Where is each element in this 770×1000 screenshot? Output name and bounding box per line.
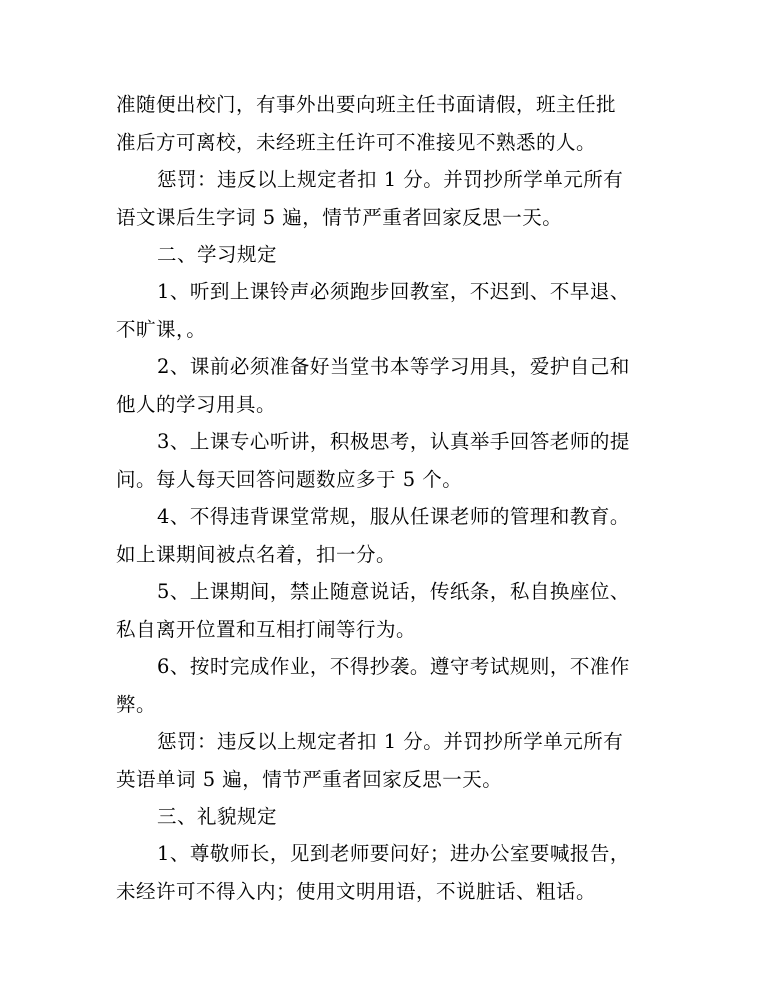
paragraph-penalty-chinese: [116, 161, 656, 236]
text-line: 问。每人每天回答问题数应多于 5 个。: [116, 467, 463, 491]
text-line: 5、上课期间，禁止随意说话，传纸条，私自换座位、: [157, 580, 630, 603]
text-line: 2、课前必须准备好当堂书本等学习用具，爱护自己和: [157, 355, 630, 378]
text-line: 三、礼貌规定: [157, 805, 278, 828]
text-line: 准随便出校门，有事外出要向班主任书面请假，班主任批: [116, 93, 617, 116]
text-line: 惩罚：违反以上规定者扣 1 分。并罚抄所学单元所有: [157, 730, 624, 753]
text-line: 6、按时完成作业，不得抄袭。遵守考试规则，不准作: [157, 655, 630, 678]
section-heading-study-rules: [116, 236, 656, 274]
text-line: 1、尊敬师长，见到老师要问好；进办公室要喊报告，: [157, 842, 630, 865]
paragraph-study-rule-4: [116, 498, 656, 573]
text-line: 他人的学习用具。: [116, 392, 277, 416]
text-line: 4、不得违背课堂常规，服从任课老师的管理和教育。: [157, 505, 630, 528]
text-line: 准后方可离校，未经班主任许可不准接见不熟悉的人。: [116, 130, 597, 154]
text-line: 未经许可不得入内；使用文明用语，不说脏话、粗话。: [116, 879, 597, 903]
paragraph-courtesy-rule-1: [116, 835, 656, 910]
text-line: 语文课后生字词 5 遍，情节严重者回家反思一天。: [116, 205, 563, 229]
text-line: 英语单词 5 遍，情节严重者回家反思一天。: [116, 767, 503, 791]
text-line: 3、上课专心听讲，积极思考，认真举手回答老师的提: [157, 430, 630, 453]
paragraph-study-rule-3: [116, 423, 656, 498]
section-heading-courtesy-rules: [116, 798, 656, 836]
text-line: 私自离开位置和互相打闹等行为。: [116, 617, 417, 641]
paragraph-school-leave-rule: [116, 86, 656, 161]
text-line: 弊。: [116, 692, 157, 716]
text-line: 惩罚：违反以上规定者扣 1 分。并罚抄所学单元所有: [157, 168, 624, 191]
paragraph-study-rule-2: [116, 348, 656, 423]
text-line: 1、听到上课铃声必须跑步回教室，不迟到、不早退、: [157, 280, 630, 303]
paragraph-study-rule-6: [116, 648, 656, 723]
text-line: 二、学习规定: [157, 243, 278, 266]
paragraph-study-rule-1: [116, 273, 656, 348]
paragraph-penalty-english: [116, 723, 656, 798]
text-line: 不旷课，。: [116, 317, 207, 341]
text-line: 如上课期间被点名着，扣一分。: [116, 542, 397, 566]
paragraph-study-rule-5: [116, 573, 656, 648]
